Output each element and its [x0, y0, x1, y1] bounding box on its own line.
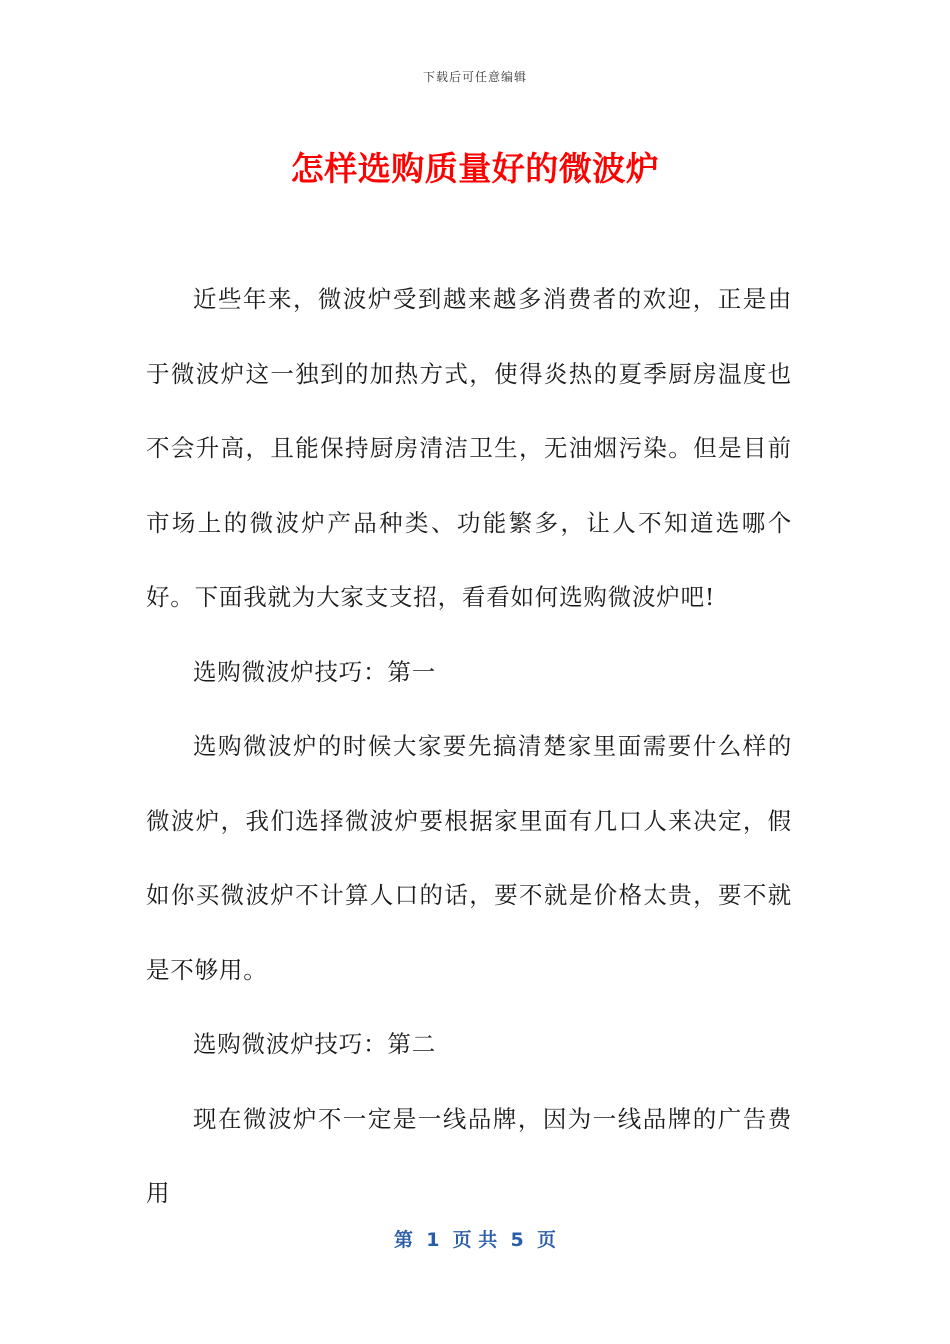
page-number-footer: 第 1 页 共 5 页 — [394, 1229, 556, 1251]
paragraph-tip-1-body: 选购微波炉的时候大家要先搞清楚家里面需要什么样的微波炉，我们选择微波炉要根据家里面有几口人来决定，假如你买微波炉不计算人口的话，要不就是价格太贵，要不就是不够用。 — [146, 732, 792, 984]
paragraph-tip-2-heading: 选购微波炉技巧：第二 — [193, 1030, 436, 1058]
paragraph-intro: 近些年来，微波炉受到越来越多消费者的欢迎，正是由于微波炉这一独到的加热方式，使得炎热的夏季厨房温度也不会升高，且能保持厨房清洁卫生，无油烟污染。但是目前市场上的微波炉产品种类、功能繁多，让人不知道选哪个好。下面我就为大家支支招，看看如何选购微波炉吧! — [146, 285, 792, 611]
paragraph-tip-1-heading: 选购微波炉技巧：第一 — [193, 657, 436, 686]
paragraph-tip-2-body: 现在微波炉不一定是一线品牌，因为一线品牌的广告费用 — [146, 1104, 792, 1207]
document-body — [146, 262, 792, 1231]
document-title: 怎样选购质量好的微波炉 — [290, 149, 660, 188]
header-note: 下载后可任意编辑 — [422, 70, 527, 84]
